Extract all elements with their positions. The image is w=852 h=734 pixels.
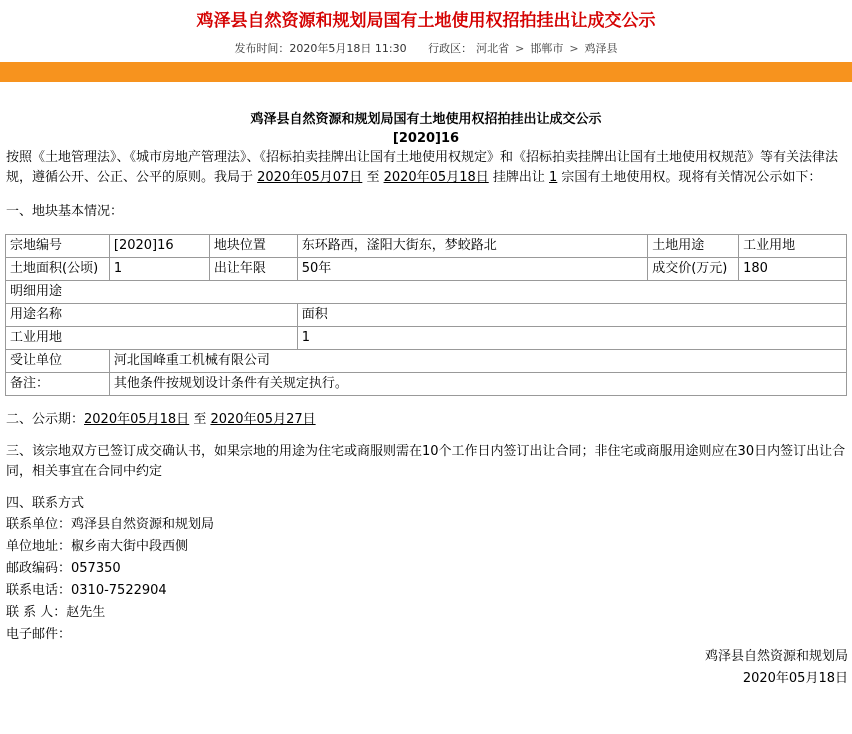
listing-start-date: 2020年05月07日 <box>257 170 363 185</box>
table-row <box>6 304 847 327</box>
listing-end-date: 2020年05月18日 <box>383 170 489 185</box>
parcel-count: 1 <box>549 170 558 185</box>
table-cell: 宗地编号 <box>6 235 110 258</box>
parcel-table <box>5 234 847 396</box>
table-cell: 50年 <box>297 258 647 281</box>
table-row <box>6 235 847 258</box>
table-row <box>6 281 847 304</box>
table-cell: 出让年限 <box>209 258 297 281</box>
table-cell: 河北国峰重工机械有限公司 <box>109 350 846 373</box>
table-cell: 受让单位 <box>6 350 110 373</box>
table-cell: 180 <box>739 258 847 281</box>
publish-time: 发布时间：2020年5月18日 11:30 <box>234 42 407 55</box>
region-city[interactable]: 邯郸市 <box>530 42 564 55</box>
table-cell: 土地面积(公顷) <box>6 258 110 281</box>
publicity-start-date: 2020年05月18日 <box>84 412 190 427</box>
table-cell: 备注： <box>6 373 110 396</box>
publicity-end-date: 2020年05月27日 <box>210 412 316 427</box>
section-1-heading: 一、地块基本情况： <box>6 204 124 219</box>
table-row <box>6 373 847 396</box>
intro-text: 按照《土地管理法》、《城市房地产管理法》、《招标拍卖挂牌出让国有土地使用权规定》和《招标拍卖挂牌出让国有土地使用权规范》等有关法律法规，遵循公开、公正、公平的原则。我局于 <box>6 150 839 185</box>
contact-person: 联 系 人：赵先生 <box>6 605 106 620</box>
table-cell: 用途名称 <box>6 304 298 327</box>
contact-address: 单位地址：椒乡南大街中段西侧 <box>6 539 189 554</box>
table-cell: 明细用途 <box>6 281 847 304</box>
table-cell: 1 <box>297 327 846 350</box>
section-2-publicity-period <box>0 410 852 430</box>
breadcrumb-separator: > <box>569 42 579 55</box>
contact-unit: 联系单位：鸡泽县自然资源和规划局 <box>6 517 215 532</box>
document-body <box>0 112 852 690</box>
breadcrumb-separator: > <box>515 42 525 55</box>
region-province[interactable]: 河北省 <box>476 42 510 55</box>
region-label: 行政区： <box>428 42 473 55</box>
contact-zip: 邮政编码：057350 <box>6 561 121 576</box>
section-4-heading: 四、联系方式 <box>6 496 85 511</box>
intro-text: 挂牌出让 <box>488 170 550 185</box>
table-cell: 成交价(万元) <box>648 258 739 281</box>
table-row <box>6 327 847 350</box>
section-2-text: 至 <box>189 412 211 427</box>
table-row <box>6 258 847 281</box>
table-cell: 工业用地 <box>6 327 298 350</box>
table-row <box>6 350 847 373</box>
intro-paragraph <box>6 148 846 188</box>
table-cell: [2020]16 <box>109 235 209 258</box>
contact-phone: 联系电话：0310-7522904 <box>6 583 167 598</box>
section-3-paragraph: 三、该宗地双方已签订成交确认书，如果宗地的用途为住宅或商服则需在10个工作日内签订出让合同；非住宅或商服用途则应在30日内签订出让合同，相关事宜在合同中约定 <box>6 444 846 479</box>
document-title: 鸡泽县自然资源和规划局国有土地使用权招拍挂出让成交公示 <box>250 112 602 127</box>
contact-email: 电子邮件： <box>6 627 72 642</box>
meta-bar <box>0 40 852 56</box>
orange-divider <box>0 62 852 82</box>
document-number: [2020]16 <box>392 131 460 146</box>
region-county[interactable]: 鸡泽县 <box>584 42 618 55</box>
intro-text: 至 <box>362 170 384 185</box>
table-cell: 东环路西，滏阳大街东，梦蛟路北 <box>297 235 647 258</box>
table-cell: 工业用地 <box>739 235 847 258</box>
signature-date: 2020年05月18日 <box>742 671 848 686</box>
page-title: 鸡泽县自然资源和规划局国有土地使用权招拍挂出让成交公示 <box>196 11 656 31</box>
section-2-label: 二、公示期： <box>6 412 85 427</box>
table-cell: 面积 <box>297 304 846 327</box>
signature-org: 鸡泽县自然资源和规划局 <box>704 649 848 664</box>
intro-text: 宗国有土地使用权。现将有关情况公示如下： <box>557 170 822 185</box>
table-cell: 土地用途 <box>648 235 739 258</box>
table-cell: 其他条件按规划设计条件有关规定执行。 <box>109 373 846 396</box>
table-cell: 地块位置 <box>209 235 297 258</box>
table-cell: 1 <box>109 258 209 281</box>
